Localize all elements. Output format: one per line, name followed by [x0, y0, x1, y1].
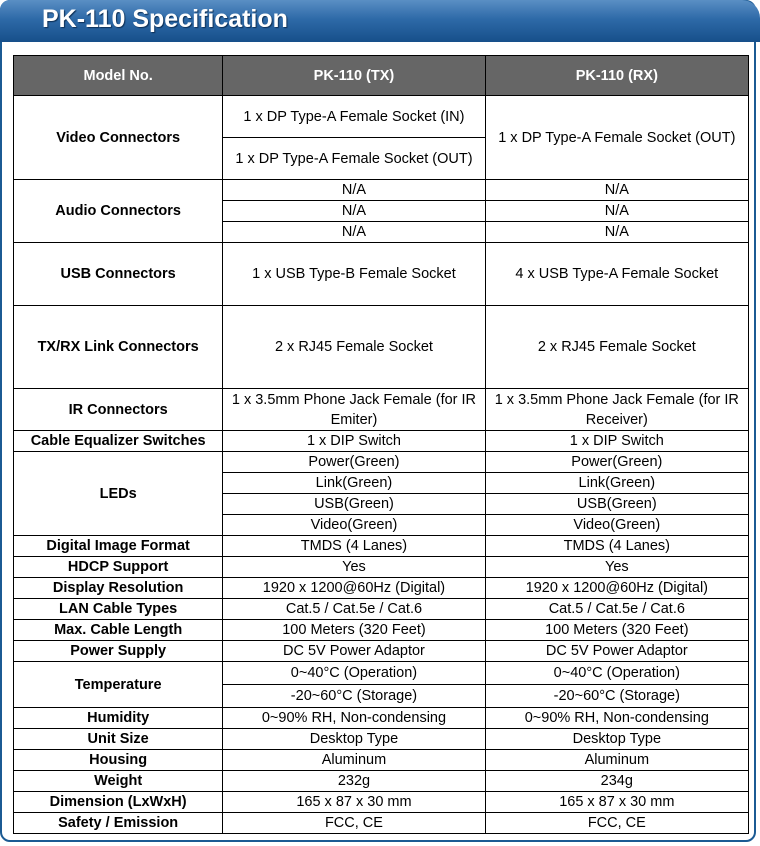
- cell-rx: 1 x DP Type-A Female Socket (OUT): [485, 96, 748, 180]
- cell-rx: -20~60°C (Storage): [485, 685, 748, 708]
- header-tx: PK-110 (TX): [223, 56, 485, 96]
- cell-rx: Video(Green): [485, 515, 748, 536]
- cell-rx: Power(Green): [485, 452, 748, 473]
- table-row: [14, 771, 749, 792]
- cell-tx: Desktop Type: [223, 729, 485, 750]
- cell-tx: 2 x RJ45 Female Socket: [223, 306, 485, 389]
- page-title: PK-110 Specification: [42, 5, 288, 33]
- row-label: LAN Cable Types: [14, 599, 223, 620]
- header-row: [14, 56, 749, 96]
- table-row: [14, 243, 749, 306]
- table-row: [14, 306, 749, 389]
- row-label: Weight: [14, 771, 223, 792]
- row-label: HDCP Support: [14, 557, 223, 578]
- cell-tx: 232g: [223, 771, 485, 792]
- table-row: [14, 536, 749, 557]
- table-row: [14, 708, 749, 729]
- cell-rx: N/A: [485, 222, 748, 243]
- row-label: Temperature: [14, 662, 223, 708]
- table-row: [14, 641, 749, 662]
- cell-rx: 2 x RJ45 Female Socket: [485, 306, 748, 389]
- cell-rx: 1 x 3.5mm Phone Jack Female (for IR Receiver): [485, 389, 748, 431]
- row-label: Audio Connectors: [14, 180, 223, 243]
- cell-rx: TMDS (4 Lanes): [485, 536, 748, 557]
- cell-rx: N/A: [485, 180, 748, 201]
- row-label: Housing: [14, 750, 223, 771]
- cell-rx: DC 5V Power Adaptor: [485, 641, 748, 662]
- cell-tx: 0~40°C (Operation): [223, 662, 485, 685]
- cell-rx: 1920 x 1200@60Hz (Digital): [485, 578, 748, 599]
- cell-tx: USB(Green): [223, 494, 485, 515]
- row-label: IR Connectors: [14, 389, 223, 431]
- table-row: [14, 389, 749, 431]
- header-rx: PK-110 (RX): [485, 56, 748, 96]
- table-row: [14, 792, 749, 813]
- cell-tx: Power(Green): [223, 452, 485, 473]
- cell-tx: 1 x 3.5mm Phone Jack Female (for IR Emiter): [223, 389, 485, 431]
- row-label: Safety / Emission: [14, 813, 223, 834]
- row-label: LEDs: [14, 452, 223, 536]
- cell-tx: TMDS (4 Lanes): [223, 536, 485, 557]
- table-row: [14, 662, 749, 685]
- cell-tx: Aluminum: [223, 750, 485, 771]
- cell-tx: 165 x 87 x 30 mm: [223, 792, 485, 813]
- cell-tx: N/A: [223, 180, 485, 201]
- table-row: [14, 578, 749, 599]
- cell-tx: 100 Meters (320 Feet): [223, 620, 485, 641]
- row-label: USB Connectors: [14, 243, 223, 306]
- cell-rx: 1 x DIP Switch: [485, 431, 748, 452]
- row-label: Cable Equalizer Switches: [14, 431, 223, 452]
- row-label: Video Connectors: [14, 96, 223, 180]
- title-banner: [0, 0, 760, 42]
- cell-rx: 0~40°C (Operation): [485, 662, 748, 685]
- cell-tx: Cat.5 / Cat.5e / Cat.6: [223, 599, 485, 620]
- cell-rx: 4 x USB Type-A Female Socket: [485, 243, 748, 306]
- row-label: Dimension (LxWxH): [14, 792, 223, 813]
- cell-tx: Link(Green): [223, 473, 485, 494]
- table-row: [14, 620, 749, 641]
- cell-rx: Desktop Type: [485, 729, 748, 750]
- row-label: TX/RX Link Connectors: [14, 306, 223, 389]
- table-row: [14, 813, 749, 834]
- spec-table: [13, 55, 749, 834]
- cell-tx: FCC, CE: [223, 813, 485, 834]
- row-label: Max. Cable Length: [14, 620, 223, 641]
- table-row: [14, 599, 749, 620]
- cell-tx: -20~60°C (Storage): [223, 685, 485, 708]
- cell-rx: FCC, CE: [485, 813, 748, 834]
- cell-tx: 1 x DIP Switch: [223, 431, 485, 452]
- cell-tx: N/A: [223, 222, 485, 243]
- row-label: Humidity: [14, 708, 223, 729]
- table-row: [14, 180, 749, 201]
- cell-tx: 0~90% RH, Non-condensing: [223, 708, 485, 729]
- cell-rx: 0~90% RH, Non-condensing: [485, 708, 748, 729]
- cell-rx: 234g: [485, 771, 748, 792]
- cell-tx: 1 x DP Type-A Female Socket (OUT): [223, 138, 485, 180]
- table-row: [14, 96, 749, 138]
- cell-rx: Link(Green): [485, 473, 748, 494]
- cell-rx: N/A: [485, 201, 748, 222]
- header-model: Model No.: [14, 56, 223, 96]
- row-label: Power Supply: [14, 641, 223, 662]
- cell-rx: Cat.5 / Cat.5e / Cat.6: [485, 599, 748, 620]
- cell-rx: Yes: [485, 557, 748, 578]
- cell-rx: Aluminum: [485, 750, 748, 771]
- table-row: [14, 729, 749, 750]
- row-label: Digital Image Format: [14, 536, 223, 557]
- cell-tx: N/A: [223, 201, 485, 222]
- cell-rx: USB(Green): [485, 494, 748, 515]
- cell-rx: 165 x 87 x 30 mm: [485, 792, 748, 813]
- cell-tx: 1 x USB Type-B Female Socket: [223, 243, 485, 306]
- cell-tx: 1920 x 1200@60Hz (Digital): [223, 578, 485, 599]
- cell-tx: Video(Green): [223, 515, 485, 536]
- cell-tx: DC 5V Power Adaptor: [223, 641, 485, 662]
- row-label: Unit Size: [14, 729, 223, 750]
- table-row: [14, 452, 749, 473]
- row-label: Display Resolution: [14, 578, 223, 599]
- table-row: [14, 750, 749, 771]
- table-row: [14, 431, 749, 452]
- table-row: [14, 557, 749, 578]
- cell-rx: 100 Meters (320 Feet): [485, 620, 748, 641]
- cell-tx: Yes: [223, 557, 485, 578]
- cell-tx: 1 x DP Type-A Female Socket (IN): [223, 96, 485, 138]
